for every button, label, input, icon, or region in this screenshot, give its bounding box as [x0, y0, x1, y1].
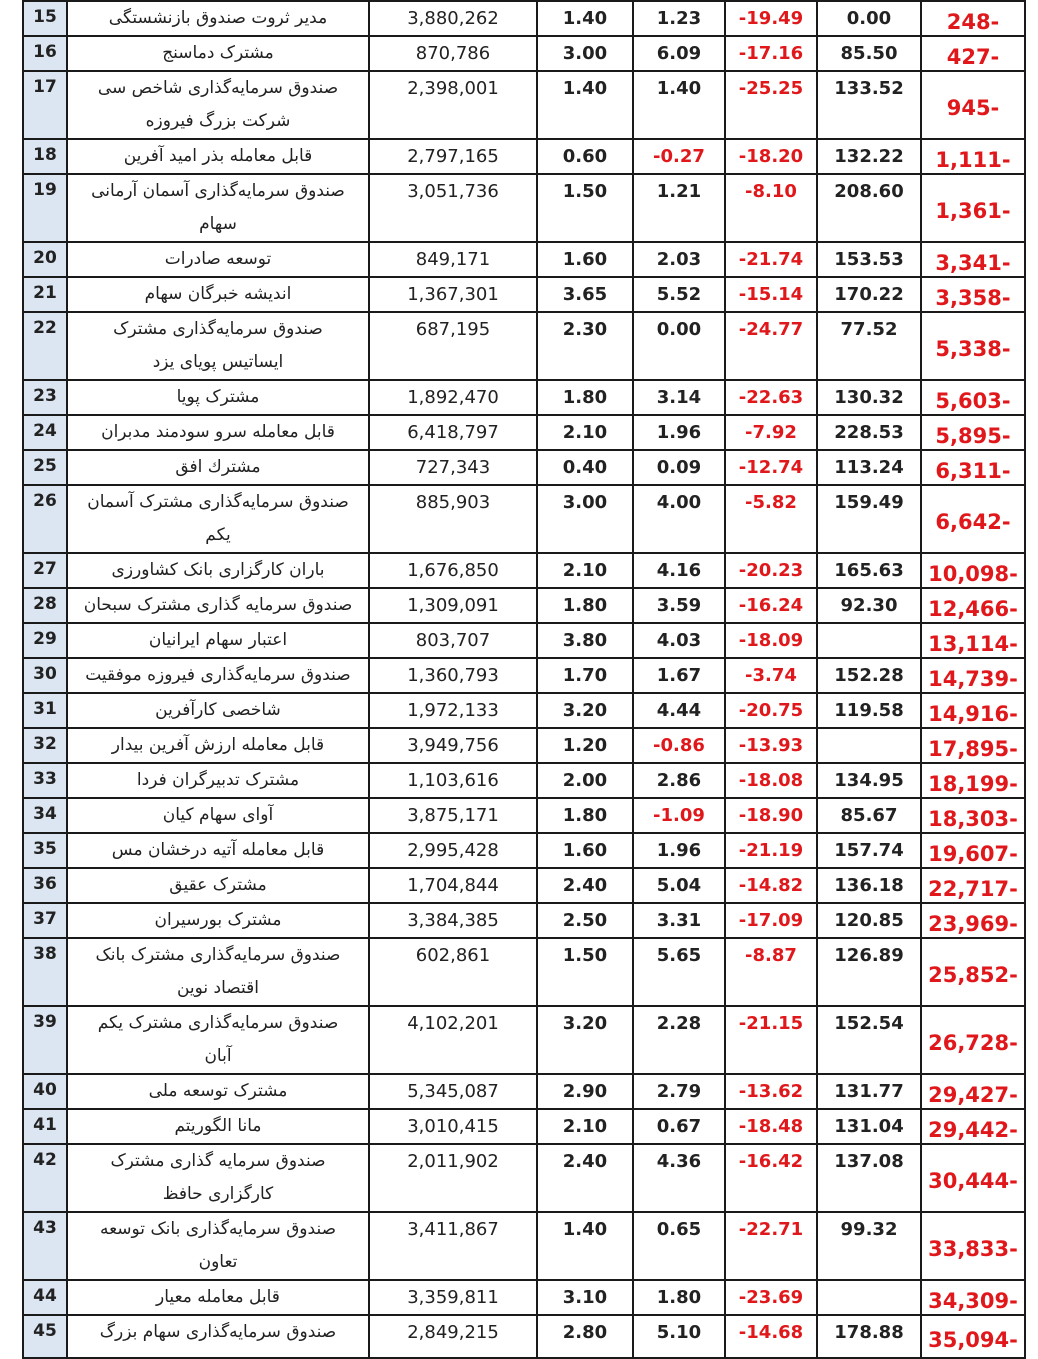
fund-name: اعتبار سهام ایرانیان — [67, 623, 369, 658]
fund-size: 1,892,470 — [369, 380, 537, 415]
fund-name: اندیشه خبرگان سهام — [67, 277, 369, 312]
row-number: 22 — [23, 312, 67, 380]
fund-size: 3,384,385 — [369, 903, 537, 938]
table-row — [23, 485, 1025, 553]
table-row — [23, 658, 1025, 693]
fund-size: 3,880,262 — [369, 1, 537, 36]
fund-name: صندوق سرمایه‌گذاری بانک توسعه تعاون — [67, 1212, 369, 1280]
fund-size: 4,102,201 — [369, 1006, 537, 1074]
value-col-5: -18.08 — [725, 763, 817, 798]
table-row — [23, 174, 1025, 242]
value-col-4: 0.65 — [633, 1212, 725, 1280]
fund-name: مشترک بورسیران — [67, 903, 369, 938]
row-number: 38 — [23, 938, 67, 1006]
value-col-4: 5.52 — [633, 277, 725, 312]
result-value: 10,098- — [921, 553, 1025, 588]
value-col-6: 126.89 — [817, 938, 921, 1006]
fund-size: 3,875,171 — [369, 798, 537, 833]
result-value: 1,361- — [921, 174, 1025, 242]
value-col-6: 0.00 — [817, 1, 921, 36]
value-col-3: 2.30 — [537, 312, 633, 380]
result-value: 35,094- — [921, 1315, 1025, 1358]
result-value: 18,199- — [921, 763, 1025, 798]
value-col-3: 3.80 — [537, 623, 633, 658]
value-col-3: 2.10 — [537, 553, 633, 588]
value-col-6: 132.22 — [817, 139, 921, 174]
value-col-3: 1.60 — [537, 833, 633, 868]
row-number: 18 — [23, 139, 67, 174]
table-row — [23, 1144, 1025, 1212]
fund-size: 1,367,301 — [369, 277, 537, 312]
value-col-5: -15.14 — [725, 277, 817, 312]
row-number: 24 — [23, 415, 67, 450]
value-col-4: 2.79 — [633, 1074, 725, 1109]
value-col-4: 3.14 — [633, 380, 725, 415]
fund-name: صندوق سرمایه گذاری مشترک کارگزاری حافظ — [67, 1144, 369, 1212]
value-col-4: 3.31 — [633, 903, 725, 938]
value-col-6: 153.53 — [817, 242, 921, 277]
result-value: 22,717- — [921, 868, 1025, 903]
value-col-5: -21.15 — [725, 1006, 817, 1074]
fund-name: صندوق سرمایه‌گذاری فیروزه موفقیت — [67, 658, 369, 693]
value-col-3: 1.40 — [537, 1212, 633, 1280]
result-value: 29,427- — [921, 1074, 1025, 1109]
fund-name: قابل معامله آتیه درخشان مس — [67, 833, 369, 868]
row-number: 23 — [23, 380, 67, 415]
value-col-3: 0.40 — [537, 450, 633, 485]
fund-size: 2,011,902 — [369, 1144, 537, 1212]
row-number: 31 — [23, 693, 67, 728]
value-col-3: 2.10 — [537, 415, 633, 450]
fund-ranking-table — [22, 0, 1026, 1359]
value-col-3: 3.20 — [537, 1006, 633, 1074]
table-row — [23, 1315, 1025, 1358]
fund-size: 3,051,736 — [369, 174, 537, 242]
result-value: 6,642- — [921, 485, 1025, 553]
row-number: 29 — [23, 623, 67, 658]
row-number: 20 — [23, 242, 67, 277]
table-row — [23, 1, 1025, 36]
fund-name: قابل معامله بذر امید آفرین — [67, 139, 369, 174]
result-value: 34,309- — [921, 1280, 1025, 1315]
value-col-3: 0.60 — [537, 139, 633, 174]
row-number: 42 — [23, 1144, 67, 1212]
row-number: 35 — [23, 833, 67, 868]
value-col-5: -12.74 — [725, 450, 817, 485]
table-row — [23, 903, 1025, 938]
value-col-4: -0.27 — [633, 139, 725, 174]
result-value: 5,895- — [921, 415, 1025, 450]
value-col-3: 2.40 — [537, 868, 633, 903]
result-value: 3,358- — [921, 277, 1025, 312]
row-number: 45 — [23, 1315, 67, 1358]
value-col-5: -22.63 — [725, 380, 817, 415]
fund-name: صندوق سرمایه‌گذاری سهام بزرگ — [67, 1315, 369, 1358]
fund-name: مدیر ثروت صندوق بازنشستگی — [67, 1, 369, 36]
result-value: 5,603- — [921, 380, 1025, 415]
value-col-4: 0.09 — [633, 450, 725, 485]
value-col-3: 3.10 — [537, 1280, 633, 1315]
value-col-5: -19.49 — [725, 1, 817, 36]
row-number: 41 — [23, 1109, 67, 1144]
table-row — [23, 868, 1025, 903]
fund-size: 3,411,867 — [369, 1212, 537, 1280]
value-col-3: 1.60 — [537, 242, 633, 277]
row-number: 40 — [23, 1074, 67, 1109]
table-row — [23, 623, 1025, 658]
table-row — [23, 1074, 1025, 1109]
value-col-4: 0.00 — [633, 312, 725, 380]
value-col-5: -21.74 — [725, 242, 817, 277]
fund-size: 1,972,133 — [369, 693, 537, 728]
result-value: 1,111- — [921, 139, 1025, 174]
value-col-6: 208.60 — [817, 174, 921, 242]
result-value: 33,833- — [921, 1212, 1025, 1280]
value-col-3: 1.40 — [537, 71, 633, 139]
table-row — [23, 312, 1025, 380]
result-value: 14,739- — [921, 658, 1025, 693]
value-col-6 — [817, 728, 921, 763]
value-col-5: -18.48 — [725, 1109, 817, 1144]
value-col-4: 2.03 — [633, 242, 725, 277]
result-value: 3,341- — [921, 242, 1025, 277]
value-col-6: 165.63 — [817, 553, 921, 588]
value-col-4: 5.65 — [633, 938, 725, 1006]
value-col-5: -16.42 — [725, 1144, 817, 1212]
value-col-4: -1.09 — [633, 798, 725, 833]
row-number: 43 — [23, 1212, 67, 1280]
table-row — [23, 1212, 1025, 1280]
fund-size: 2,398,001 — [369, 71, 537, 139]
value-col-4: 4.00 — [633, 485, 725, 553]
fund-name: صندوق سرمایه‌گذاری شاخص سی شرکت بزرگ فیروزه — [67, 71, 369, 139]
row-number: 44 — [23, 1280, 67, 1315]
value-col-5: -8.87 — [725, 938, 817, 1006]
row-number: 32 — [23, 728, 67, 763]
table-row — [23, 450, 1025, 485]
fund-name: صندوق سرمایه گذاری مشترک سبحان — [67, 588, 369, 623]
fund-name: قابل معامله معیار — [67, 1280, 369, 1315]
value-col-5: -23.69 — [725, 1280, 817, 1315]
fund-size: 3,010,415 — [369, 1109, 537, 1144]
value-col-5: -17.16 — [725, 36, 817, 71]
value-col-5: -16.24 — [725, 588, 817, 623]
value-col-3: 2.10 — [537, 1109, 633, 1144]
value-col-4: 5.04 — [633, 868, 725, 903]
value-col-4: 4.16 — [633, 553, 725, 588]
fund-name: شاخصی کارآفرین — [67, 693, 369, 728]
value-col-3: 1.20 — [537, 728, 633, 763]
value-col-6: 120.85 — [817, 903, 921, 938]
result-value: 23,969- — [921, 903, 1025, 938]
fund-name: صندوق سرمایه‌گذاری مشترک آسمان یکم — [67, 485, 369, 553]
table-row — [23, 380, 1025, 415]
row-number: 15 — [23, 1, 67, 36]
value-col-3: 1.80 — [537, 798, 633, 833]
result-value: 18,303- — [921, 798, 1025, 833]
row-number: 34 — [23, 798, 67, 833]
fund-size: 1,309,091 — [369, 588, 537, 623]
row-number: 25 — [23, 450, 67, 485]
table-row — [23, 763, 1025, 798]
fund-table-wrapper — [22, 0, 1024, 1359]
fund-size: 2,849,215 — [369, 1315, 537, 1358]
value-col-5: -13.93 — [725, 728, 817, 763]
value-col-4: 1.80 — [633, 1280, 725, 1315]
table-row — [23, 938, 1025, 1006]
fund-size: 1,103,616 — [369, 763, 537, 798]
table-row — [23, 277, 1025, 312]
value-col-5: -18.20 — [725, 139, 817, 174]
value-col-3: 3.65 — [537, 277, 633, 312]
value-col-5: -18.09 — [725, 623, 817, 658]
value-col-6: 170.22 — [817, 277, 921, 312]
value-col-6: 133.52 — [817, 71, 921, 139]
value-col-5: -21.19 — [725, 833, 817, 868]
table-row — [23, 728, 1025, 763]
result-value: 6,311- — [921, 450, 1025, 485]
table-row — [23, 1006, 1025, 1074]
row-number: 33 — [23, 763, 67, 798]
value-col-4: 1.96 — [633, 415, 725, 450]
value-col-5: -25.25 — [725, 71, 817, 139]
row-number: 37 — [23, 903, 67, 938]
value-col-4: 2.28 — [633, 1006, 725, 1074]
value-col-6: 131.04 — [817, 1109, 921, 1144]
table-row — [23, 833, 1025, 868]
result-value: 17,895- — [921, 728, 1025, 763]
fund-name: صندوق سرمایه‌گذاری مشترک ایساتیس پویای یزد — [67, 312, 369, 380]
fund-size: 687,195 — [369, 312, 537, 380]
value-col-4: -0.86 — [633, 728, 725, 763]
value-col-6: 92.30 — [817, 588, 921, 623]
value-col-5: -8.10 — [725, 174, 817, 242]
value-col-6: 178.88 — [817, 1315, 921, 1358]
value-col-3: 2.90 — [537, 1074, 633, 1109]
value-col-6: 152.54 — [817, 1006, 921, 1074]
value-col-3: 3.20 — [537, 693, 633, 728]
value-col-6: 137.08 — [817, 1144, 921, 1212]
row-number: 26 — [23, 485, 67, 553]
value-col-5: -14.82 — [725, 868, 817, 903]
value-col-6 — [817, 623, 921, 658]
value-col-6: 99.32 — [817, 1212, 921, 1280]
value-col-6: 228.53 — [817, 415, 921, 450]
value-col-3: 1.80 — [537, 588, 633, 623]
fund-name: باران کارگزاری بانک کشاورزی — [67, 553, 369, 588]
table-body — [23, 1, 1025, 1358]
value-col-5: -7.92 — [725, 415, 817, 450]
value-col-6: 136.18 — [817, 868, 921, 903]
fund-name: مشترک عقیق — [67, 868, 369, 903]
table-row — [23, 139, 1025, 174]
value-col-4: 3.59 — [633, 588, 725, 623]
value-col-5: -14.68 — [725, 1315, 817, 1358]
fund-name: صندوق سرمایه‌گذاری مشترک یکم آبان — [67, 1006, 369, 1074]
value-col-6: 85.67 — [817, 798, 921, 833]
value-col-3: 3.00 — [537, 485, 633, 553]
value-col-6 — [817, 1280, 921, 1315]
value-col-4: 1.96 — [633, 833, 725, 868]
value-col-6: 157.74 — [817, 833, 921, 868]
fund-name: مشترک توسعه ملی — [67, 1074, 369, 1109]
fund-name: مانا الگوریتم — [67, 1109, 369, 1144]
value-col-4: 2.86 — [633, 763, 725, 798]
fund-name: قابل معامله سرو سودمند مدبران — [67, 415, 369, 450]
value-col-4: 0.67 — [633, 1109, 725, 1144]
fund-size: 727,343 — [369, 450, 537, 485]
value-col-6: 159.49 — [817, 485, 921, 553]
row-number: 28 — [23, 588, 67, 623]
result-value: 30,444- — [921, 1144, 1025, 1212]
row-number: 36 — [23, 868, 67, 903]
fund-size: 6,418,797 — [369, 415, 537, 450]
result-value: 427- — [921, 36, 1025, 71]
value-col-5: -20.75 — [725, 693, 817, 728]
result-value: 25,852- — [921, 938, 1025, 1006]
value-col-3: 1.50 — [537, 174, 633, 242]
value-col-5: -20.23 — [725, 553, 817, 588]
fund-size: 849,171 — [369, 242, 537, 277]
value-col-4: 1.67 — [633, 658, 725, 693]
result-value: 14,916- — [921, 693, 1025, 728]
row-number: 17 — [23, 71, 67, 139]
value-col-3: 2.40 — [537, 1144, 633, 1212]
row-number: 21 — [23, 277, 67, 312]
fund-size: 1,676,850 — [369, 553, 537, 588]
table-row — [23, 553, 1025, 588]
value-col-6: 119.58 — [817, 693, 921, 728]
value-col-5: -5.82 — [725, 485, 817, 553]
fund-name: مشترك افق — [67, 450, 369, 485]
row-number: 27 — [23, 553, 67, 588]
value-col-3: 1.40 — [537, 1, 633, 36]
table-row — [23, 242, 1025, 277]
value-col-5: -17.09 — [725, 903, 817, 938]
fund-size: 5,345,087 — [369, 1074, 537, 1109]
fund-size: 803,707 — [369, 623, 537, 658]
value-col-4: 4.36 — [633, 1144, 725, 1212]
table-row — [23, 71, 1025, 139]
value-col-4: 4.44 — [633, 693, 725, 728]
row-number: 16 — [23, 36, 67, 71]
table-row — [23, 798, 1025, 833]
value-col-6: 131.77 — [817, 1074, 921, 1109]
fund-name: قابل معامله ارزش آفرین بیدار — [67, 728, 369, 763]
fund-size: 1,704,844 — [369, 868, 537, 903]
fund-size: 3,359,811 — [369, 1280, 537, 1315]
fund-size: 870,786 — [369, 36, 537, 71]
value-col-3: 1.50 — [537, 938, 633, 1006]
result-value: 248- — [921, 1, 1025, 36]
value-col-5: -3.74 — [725, 658, 817, 693]
result-value: 26,728- — [921, 1006, 1025, 1074]
value-col-6: 77.52 — [817, 312, 921, 380]
result-value: 19,607- — [921, 833, 1025, 868]
result-value: 29,442- — [921, 1109, 1025, 1144]
value-col-5: -24.77 — [725, 312, 817, 380]
value-col-6: 113.24 — [817, 450, 921, 485]
result-value: 945- — [921, 71, 1025, 139]
table-row — [23, 36, 1025, 71]
value-col-4: 1.21 — [633, 174, 725, 242]
value-col-5: -13.62 — [725, 1074, 817, 1109]
fund-name: آوای سهام کیان — [67, 798, 369, 833]
value-col-3: 1.80 — [537, 380, 633, 415]
value-col-4: 1.23 — [633, 1, 725, 36]
value-col-6: 130.32 — [817, 380, 921, 415]
value-col-6: 85.50 — [817, 36, 921, 71]
fund-name: صندوق سرمایه‌گذاری آسمان آرمانی سهام — [67, 174, 369, 242]
result-value: 5,338- — [921, 312, 1025, 380]
value-col-4: 4.03 — [633, 623, 725, 658]
fund-size: 2,995,428 — [369, 833, 537, 868]
table-row — [23, 588, 1025, 623]
fund-size: 602,861 — [369, 938, 537, 1006]
fund-name: مشترک دماسنج — [67, 36, 369, 71]
value-col-6: 152.28 — [817, 658, 921, 693]
fund-size: 1,360,793 — [369, 658, 537, 693]
result-value: 13,114- — [921, 623, 1025, 658]
value-col-6: 134.95 — [817, 763, 921, 798]
value-col-3: 2.00 — [537, 763, 633, 798]
fund-size: 885,903 — [369, 485, 537, 553]
value-col-4: 5.10 — [633, 1315, 725, 1358]
value-col-4: 1.40 — [633, 71, 725, 139]
value-col-3: 2.80 — [537, 1315, 633, 1358]
value-col-5: -18.90 — [725, 798, 817, 833]
value-col-4: 6.09 — [633, 36, 725, 71]
value-col-3: 2.50 — [537, 903, 633, 938]
table-row — [23, 1280, 1025, 1315]
fund-size: 3,949,756 — [369, 728, 537, 763]
value-col-5: -22.71 — [725, 1212, 817, 1280]
fund-name: مشترک پویا — [67, 380, 369, 415]
row-number: 30 — [23, 658, 67, 693]
table-row — [23, 1109, 1025, 1144]
value-col-3: 1.70 — [537, 658, 633, 693]
fund-name: مشترک تدبیرگران فردا — [67, 763, 369, 798]
result-value: 12,466- — [921, 588, 1025, 623]
row-number: 39 — [23, 1006, 67, 1074]
row-number: 19 — [23, 174, 67, 242]
value-col-3: 3.00 — [537, 36, 633, 71]
table-row — [23, 415, 1025, 450]
fund-name: صندوق سرمایه‌گذاری مشترک بانک اقتصاد نوین — [67, 938, 369, 1006]
fund-name: توسعه صادرات — [67, 242, 369, 277]
fund-size: 2,797,165 — [369, 139, 537, 174]
table-row — [23, 693, 1025, 728]
